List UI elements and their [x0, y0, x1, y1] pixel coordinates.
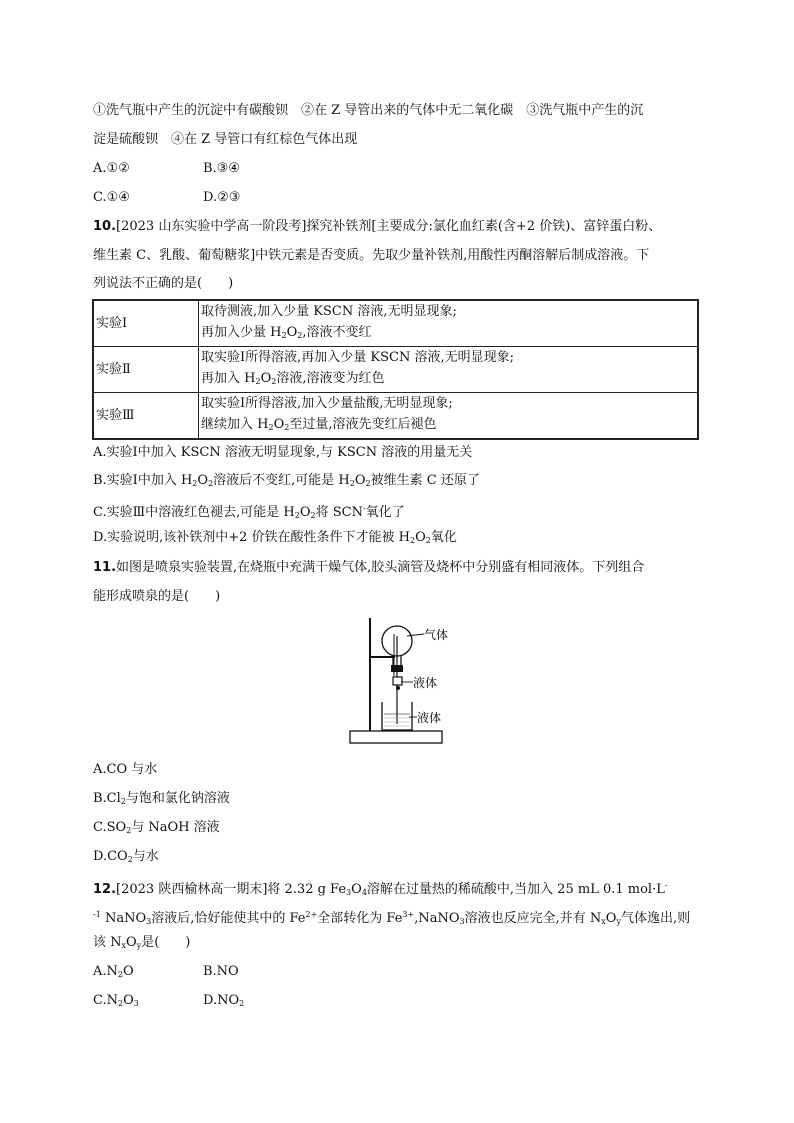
q12-stem-line-2: $^{-1}$ NaNO$_3$溶液后,恰好能使其中的 $Fe^{2+}$全部转化为 $Fe^{3+},NaNO_3$溶液也反应完全,并有 $N_xO_y$气体逸出,则: [93, 910, 691, 926]
q12-stem-line-1: 12.[2023 陕西榆林高一期末]将 2.32 g $Fe_3O_4$溶解在过量热的稀硫酸中,当加入 25 mL 0.1 mol·L-: [93, 881, 668, 897]
experiment-label: 实验Ⅲ: [93, 393, 199, 440]
experiment-procedure: 取实验Ⅰ所得溶液,再加入少量 KSCN 溶液,无明显现象; 再加入 $H_2O_2$溶液,溶液变为红色: [199, 347, 699, 393]
experiment-label: 实验Ⅱ: [93, 347, 199, 393]
q11-option-a[interactable]: A.CO 与水: [93, 762, 158, 777]
q9-option-a[interactable]: A.①②: [93, 161, 130, 176]
fig-label-gas: 气体: [424, 628, 449, 642]
table-row: [93, 347, 698, 393]
q9-statement-line-2: 淀是硫酸钡 ④在 Z 导管口有红棕色气体出现: [93, 132, 358, 147]
q12-option-c[interactable]: $C.N_2O_3$: [93, 993, 139, 1008]
q10-option-a[interactable]: A.实验Ⅰ中加入 KSCN 溶液无明显现象,与 KSCN 溶液的用量无关: [93, 445, 473, 460]
q10-number: 10.: [93, 219, 117, 234]
experiment-procedure: 取待测液,加入少量 KSCN 溶液,无明显现象; 再加入少量 $H_2O_2$,溶液不变红: [199, 300, 699, 347]
q11-option-d[interactable]: $D.CO_2$与水: [93, 849, 159, 864]
q9-option-c[interactable]: C.①④: [93, 190, 130, 205]
q11-option-c[interactable]: $C.SO_2$与 NaOH 溶液: [93, 820, 220, 835]
q10-option-b[interactable]: B.实验Ⅰ中加入 $H_2O_2$溶液后不变红,可能是 $H_2O_2$被维生素 C 还原了: [93, 473, 480, 488]
clamp-screw: [396, 686, 400, 690]
q11-option-b[interactable]: $B.Cl_2$与饱和氯化钠溶液: [93, 791, 230, 806]
q11-stem-line-2: 能形成喷泉的是( ): [93, 589, 221, 604]
q12-number: 12.: [93, 882, 117, 897]
q11-number: 11.: [93, 560, 117, 575]
table-row: [93, 300, 698, 347]
fig-label-liquid-beaker: 液体: [417, 711, 442, 725]
q11-stem-line-1: 11.如图是喷泉实验装置,在烧瓶中充满干燥气体,胶头滴管及烧杯中分别盛有相同液体。下列组合: [93, 560, 645, 575]
stand-base: [350, 731, 442, 743]
q9-statement-line-1: ①洗气瓶中产生的沉淀中有碳酸钡 ②在 Z 导管出来的气体中无二氧化碳 ③洗气瓶中产生的沉: [93, 103, 644, 118]
experiment-label: 实验Ⅰ: [93, 300, 199, 347]
q10-stem-line-1: 10.[2023 山东实验中学高一阶段考]探究补铁剂[主要成分:氯化血红素(含+2 价铁)、富锌蛋白粉、: [93, 219, 662, 234]
table-row: [93, 393, 698, 440]
tube-clip: [393, 677, 402, 685]
fig-label-liquid-dropper: 液体: [413, 676, 438, 690]
experiment-procedure: 取实验Ⅰ所得溶液,加入少量盐酸,无明显现象; 继续加入 $H_2O_2$至过量,溶液先变红后褪色: [199, 393, 699, 440]
q12-option-a[interactable]: $A.N_2O$: [93, 964, 134, 979]
fountain-apparatus-figure: [347, 614, 457, 748]
q12-stem-line-3: 该 $N_xO_y$是( ): [93, 935, 191, 950]
q10-option-c[interactable]: C.实验Ⅲ中溶液红色褪去,可能是 $H_2O_2$将 SCN-氧化了: [93, 504, 405, 520]
q12-option-d[interactable]: $D.NO_2$: [203, 993, 245, 1008]
q10-stem-line-2: 维生素 C、乳酸、葡萄糖浆]中铁元素是否变质。先取少量补铁剂,用酸性丙酮溶解后制成溶液。下: [93, 248, 650, 263]
q10-option-d[interactable]: D.实验说明,该补铁剂中+2 价铁在酸性条件下才能被 $H_2O_2$氧化: [93, 530, 457, 545]
q12-option-b[interactable]: B.NO: [203, 964, 239, 979]
q10-experiment-table: [92, 299, 699, 440]
q10-stem-line-3: 列说法不正确的是( ): [93, 276, 234, 291]
q9-option-b[interactable]: B.③④: [203, 161, 240, 176]
q9-option-d[interactable]: D.②③: [203, 190, 241, 205]
